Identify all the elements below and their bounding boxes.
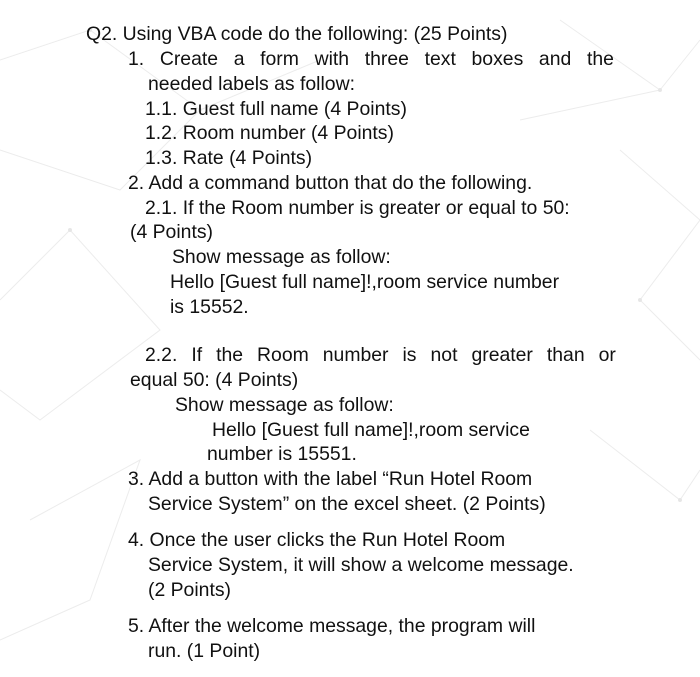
word: form [260, 48, 299, 70]
item-4-line-3: (2 Points) [148, 579, 231, 601]
word: the [586, 48, 614, 70]
question-title: Q2. Using VBA code do the following: (25 Points) [86, 23, 508, 45]
word: is [402, 344, 417, 366]
word: than [546, 344, 585, 366]
item-1-line-2: needed labels as follow: [148, 73, 355, 95]
item-2-1-line-2: (4 Points) [130, 221, 213, 243]
word: or [598, 344, 616, 366]
item-5-line-1: 5. After the welcome message, the program will [128, 615, 536, 637]
word: text [424, 48, 456, 70]
word: a [233, 48, 245, 70]
word: Room [257, 344, 309, 366]
item-3-line-1: 3. Add a button with the label “Run Hotel Room [128, 468, 533, 490]
word: the [216, 344, 244, 366]
item-2-line-1: 2. Add a command button that do the following. [128, 172, 533, 194]
word: boxes [471, 48, 524, 70]
item-2-2-line-1 [145, 343, 616, 367]
item-2-2-message-label: Show message as follow: [175, 394, 394, 416]
word: greater [471, 344, 533, 366]
item-3-line-2: Service System” on the excel sheet. (2 Points) [148, 493, 546, 515]
item-1-1: 1.1. Guest full name (4 Points) [145, 98, 407, 120]
word: Create [159, 48, 219, 70]
word: not [430, 344, 458, 366]
item-1-2: 1.2. Room number (4 Points) [145, 122, 394, 144]
item-2-1-message-label: Show message as follow: [172, 246, 391, 268]
word: 1. [128, 48, 145, 70]
word: three [364, 48, 409, 70]
item-2-1-line-1: 2.1. If the Room number is greater or equal to 50: [145, 197, 570, 219]
word: with [314, 48, 350, 70]
item-1-line-1 [128, 47, 614, 71]
word: 2.2. [145, 344, 178, 366]
item-2-1-message-line-2: is 15552. [170, 296, 249, 318]
item-2-2-line-2: equal 50: (4 Points) [130, 369, 299, 391]
word: If [191, 344, 203, 366]
word: and [538, 48, 572, 70]
item-1-3: 1.3. Rate (4 Points) [145, 147, 313, 169]
item-4-line-2: Service System, it will show a welcome message. [148, 554, 574, 576]
item-4-line-1: 4. Once the user clicks the Run Hotel Room [128, 529, 506, 551]
item-2-1-message-line-1: Hello [Guest full name]!,room service number [170, 271, 560, 293]
word: number [322, 344, 389, 366]
item-2-2-message-line-2: number is 15551. [207, 443, 357, 465]
item-5-line-2: run. (1 Point) [148, 640, 261, 662]
item-2-2-message-line-1: Hello [Guest full name]!,room service [212, 419, 530, 441]
